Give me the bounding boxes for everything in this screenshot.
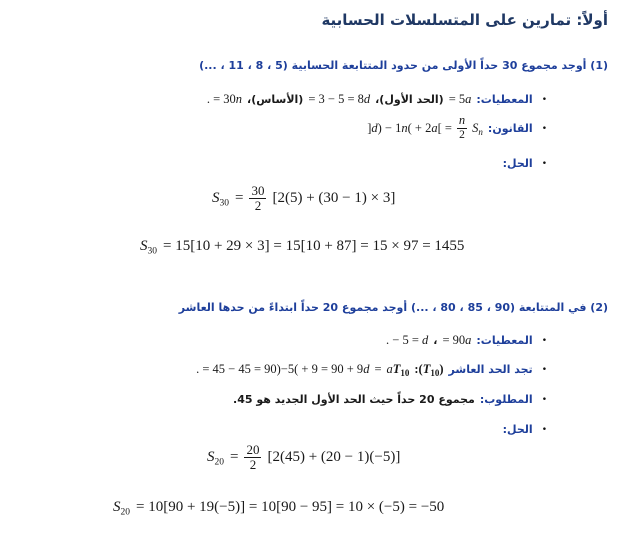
math-text: = 5 xyxy=(448,92,466,106)
bullet-icon: • xyxy=(541,425,547,435)
problem2-solution-label-line xyxy=(503,418,547,438)
problem2-solution-step1 xyxy=(207,443,400,472)
math-var: S xyxy=(472,120,479,135)
math-text: :( xyxy=(414,362,423,376)
math-text: = 3 − 5 = 8 xyxy=(308,92,364,106)
solution-fraction xyxy=(249,184,266,213)
subscript: 30 xyxy=(219,198,229,209)
bullet-icon: • xyxy=(541,336,547,346)
math-text: ] xyxy=(367,120,372,135)
math-var: n xyxy=(401,120,408,135)
sum-symbol xyxy=(140,237,157,258)
problem2-solution-step2 xyxy=(113,498,444,519)
problem1-law-line xyxy=(367,114,547,141)
math-var-T: T xyxy=(392,362,401,376)
required-text: مجموع 20 حداً حيث الحد الأول الجديد هو 45. xyxy=(233,393,475,406)
fraction-denominator: 2 xyxy=(254,198,262,214)
math-var: d xyxy=(363,92,371,106)
subscript: 10 xyxy=(400,368,410,378)
math-var: d xyxy=(422,333,429,347)
math-var: a xyxy=(431,120,438,135)
math-segment xyxy=(207,88,242,108)
problem2-heading: (2) في المتتابعة (90 ، 85 ، 80 ، ...) أوجد مجموع 20 حداً ابتداءً من حدها العاشر xyxy=(178,301,608,314)
math-var: S xyxy=(207,448,215,465)
math-text: . = 30 xyxy=(206,92,236,106)
solution-label: الحل: xyxy=(502,157,533,170)
math-var: d xyxy=(371,120,378,135)
math-segment xyxy=(367,117,452,137)
math-segment xyxy=(386,329,428,349)
problem2-given-line xyxy=(386,329,547,349)
subscript: 20 xyxy=(120,507,130,518)
math-var: a xyxy=(465,92,472,106)
law-label: القانون: xyxy=(487,121,533,135)
math-var: S xyxy=(212,189,220,206)
subscript: 30 xyxy=(147,246,157,257)
problem1-solution-label-line xyxy=(503,152,547,172)
arabic-segment-basis: (الأساس)، xyxy=(247,93,304,106)
math-var: S xyxy=(113,499,121,515)
math-segment xyxy=(449,88,472,108)
subscript: n xyxy=(478,126,483,137)
equals-sign: = xyxy=(374,362,382,376)
arabic-comma: ، xyxy=(433,334,438,347)
sum-symbol xyxy=(212,189,229,210)
given-label: المعطيات: xyxy=(476,93,533,106)
tenth-term-label: تجد الحد العاشر xyxy=(448,363,533,376)
sum-symbol xyxy=(207,448,224,469)
problem2-tenth-term-line xyxy=(196,358,547,379)
fraction-denominator: 2 xyxy=(249,457,257,473)
math-expression: = 10[90 + 19(−5)] = 10[90 − 95] = 10 × (−5) = −50 xyxy=(136,499,445,515)
math-segment xyxy=(442,329,471,349)
math-var: S xyxy=(140,238,148,254)
solution-fraction xyxy=(244,443,261,472)
bullet-icon: • xyxy=(541,365,547,375)
math-var: d xyxy=(363,362,370,376)
term-symbol-parenthesized xyxy=(414,358,443,379)
subscript: 10 xyxy=(430,368,440,378)
math-text: [ = xyxy=(437,120,452,135)
math-text: ) xyxy=(439,362,444,376)
fraction-numerator: 30 xyxy=(251,183,265,198)
bullet-icon: • xyxy=(541,123,547,134)
math-expression: = 15[10 + 29 × 3] = 15[10 + 87] = 15 × 97 = 1455 xyxy=(163,238,465,254)
problem1-given-line xyxy=(207,88,547,108)
math-segment xyxy=(308,88,370,108)
arabic-segment-first-term: (الحد الأول)، xyxy=(375,93,444,106)
math-expression: [2(45) + (20 − 1)(−5)] xyxy=(267,448,401,465)
math-var: a xyxy=(386,362,393,376)
math-segment xyxy=(196,358,369,378)
problem1-solution-step1 xyxy=(212,184,395,213)
math-text: = 90 xyxy=(442,333,466,347)
equals-sign: = xyxy=(235,189,244,206)
sum-symbol xyxy=(472,117,483,138)
fraction-denominator: 2 xyxy=(459,128,465,141)
math-text: . = 45 − 45 = 90)−5( + 9 = 90 + 9 xyxy=(196,362,364,376)
math-var: a xyxy=(465,333,472,347)
math-text: . − 5 = xyxy=(386,333,423,347)
required-label: المطلوب: xyxy=(479,393,533,406)
bullet-icon: • xyxy=(541,395,547,405)
math-var-T: T xyxy=(422,362,431,376)
bullet-icon: • xyxy=(541,95,547,105)
sum-symbol xyxy=(113,498,130,519)
math-expression: [2(5) + (30 − 1) × 3] xyxy=(272,189,396,206)
solution-label: الحل: xyxy=(502,423,533,436)
given-label: المعطيات: xyxy=(476,334,533,347)
math-text: ) − 1 xyxy=(377,120,402,135)
math-var: n xyxy=(235,92,243,106)
fraction-numerator: n xyxy=(458,113,466,127)
term-symbol xyxy=(387,358,410,379)
subscript: 20 xyxy=(214,457,224,468)
math-text: ( + 2 xyxy=(407,120,432,135)
problem2-required-line xyxy=(233,388,547,408)
bullet-icon: • xyxy=(541,159,547,169)
law-fraction xyxy=(457,114,467,141)
problem1-heading: (1) أوجد مجموع 30 حداً الأولى من حدود المتتابعة الحسابية (5 ، 8 ، 11 ، ...) xyxy=(199,59,608,72)
fraction-numerator: 20 xyxy=(246,442,260,457)
problem1-solution-step2 xyxy=(140,237,464,258)
document-title: أولاً: تمارين على المتسلسلات الحسابية xyxy=(321,11,608,29)
equals-sign: = xyxy=(230,448,239,465)
